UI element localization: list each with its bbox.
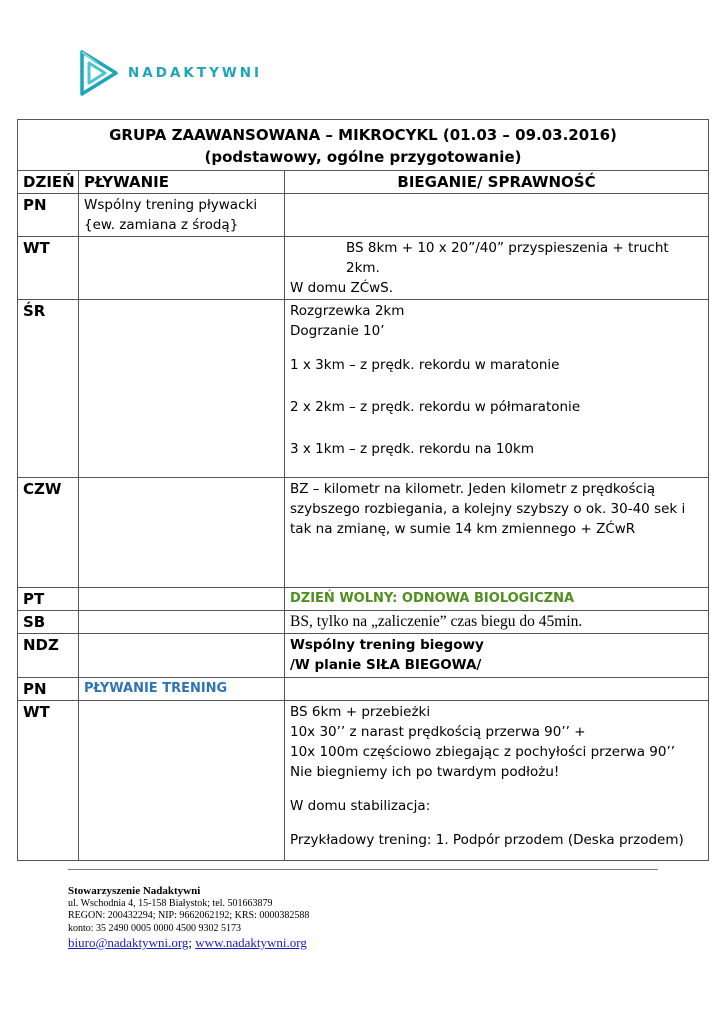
run-line: W domu ZĆwS. [290,280,394,296]
title-line-1: GRUPA ZAAWANSOWANA – MIKROCYKL (01.03 – 09.03.2016) [109,126,617,144]
run-cell [285,478,709,588]
table-row [18,300,709,478]
run-line: Przykładowy trening: 1. Podpór przodem (Deska przodem) [290,832,684,848]
day-cell: WT [18,701,79,861]
run-cell [285,194,709,237]
run-line: Wspólny trening biegowy [290,637,484,653]
run-line: W domu stabilizacja: [290,798,431,814]
run-line: 10x 100m częściowo zbiegając z pochyłości przerwa 90’’ [290,744,676,760]
table-row [18,194,709,237]
rest-day-label: DZIEŃ WOLNY: ODNOWA BIOLOGICZNA [290,591,575,606]
swim-cell [79,678,285,701]
run-line: Rozgrzewka 2km [290,303,405,319]
run-line: 3 x 1km – z prędk. rekordu na 10km [290,441,534,457]
swim-cell [79,478,285,588]
day-cell: WT [18,237,79,300]
table-title [18,120,709,171]
run-line: 1 x 3km – z prędk. rekordu w maratonie [290,357,560,373]
header-row [18,171,709,194]
run-line: BS, tylko na „zaliczenie” czas biegu do 45min. [290,613,583,630]
swim-cell [79,194,285,237]
run-cell [285,611,709,634]
title-line-2: (podstawowy, ogólne przygotowanie) [204,148,522,166]
run-cell [285,634,709,678]
day-cell: PN [18,678,79,701]
run-line: Dogrzanie 10’ [290,323,385,339]
run-line: BS 8km + 10 x 20”/40” przyspieszenia + trucht 2km. [346,240,669,276]
table-row [18,237,709,300]
links-separator: ; [188,935,193,950]
swim-cell [79,237,285,300]
day-cell: SB [18,611,79,634]
run-cell [285,678,709,701]
website-link[interactable]: www.nadaktywni.org [195,935,307,950]
title-row [18,120,709,171]
footer-account: konto: 35 2490 0005 0000 4500 9302 5173 [68,922,242,934]
run-cell [285,701,709,861]
run-cell [285,237,709,300]
day-cell: CZW [18,478,79,588]
footer-links [68,935,309,951]
col-header-run: BIEGANIE/ SPRAWNOŚĆ [285,171,709,194]
run-cell [285,300,709,478]
table-row [18,588,709,611]
footer-address: ul. Wschodnia 4, 15-158 Białystok; tel. 501663879 [68,897,273,909]
run-line: 2 x 2km – z prędk. rekordu w półmaratonie [290,399,581,415]
run-line: tak na zmianę, w sumie 14 km zmiennego + ZĆwR [290,521,636,537]
table-row [18,478,709,588]
swim-cell [79,588,285,611]
footer-org-name: Stowarzyszenie Nadaktywni [68,885,201,897]
swim-cell [79,634,285,678]
swim-cell [79,300,285,478]
table-row [18,611,709,634]
table-row [18,701,709,861]
swim-line: {ew. zamiana z środą} [84,217,239,233]
run-line: BS 6km + przebieżki [290,704,431,720]
table-row [18,678,709,701]
col-header-day: DZIEŃ [18,171,79,194]
swim-cell [79,611,285,634]
run-line: 10x 30’’ z narast prędkością przerwa 90’’ + [290,724,586,740]
logo-text: NADAKTYWNI [128,65,263,81]
swim-cell [79,701,285,861]
table-row [18,634,709,678]
run-line: Nie biegniemy ich po twardym podłożu! [290,764,560,780]
run-line: BZ – kilometr na kilometr. Jeden kilometr z prędkością [290,481,655,497]
day-cell: NDZ [18,634,79,678]
footer-divider [68,869,658,870]
swim-training-label: PŁYWANIE TRENING [84,681,228,696]
training-plan-table [17,119,709,861]
footer-ids: REGON: 200432294; NIP: 9662062192; KRS: 0000382588 [68,910,310,921]
footer [68,885,309,951]
nadaktywni-logo-icon [78,48,120,98]
day-cell: PT [18,588,79,611]
day-cell: PN [18,194,79,237]
run-line: /W planie SIŁA BIEGOWA/ [290,657,482,673]
email-link[interactable]: biuro@nadaktywni.org [68,935,189,950]
run-cell [285,588,709,611]
run-line: szybszego rozbiegania, a kolejny szybszy o ok. 30-40 sek i [290,501,686,517]
swim-line: Wspólny trening pływacki [84,197,258,213]
logo [78,48,262,98]
col-header-swim: PŁYWANIE [79,171,285,194]
day-cell: ŚR [18,300,79,478]
